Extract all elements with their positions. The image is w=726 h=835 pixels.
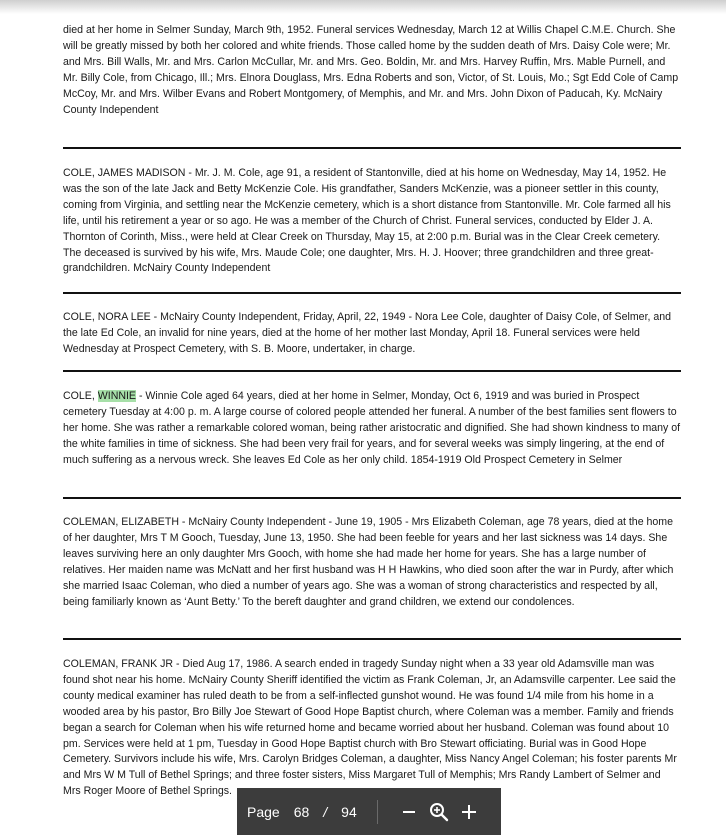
magnifier-icon — [429, 802, 449, 822]
obituary-entry-continued: died at her home in Selmer Sunday, March 9th, 1952. Funeral services Wednesday, March 12 at Willis Chapel C.M.E. Church. She will be greatly missed by both her colored and white friends. Those called home by the sudden death of Mrs. Daisy Cole were; Mr. and Mrs. Bill Walls, Mr. and Mrs. Carlon McCullar, Mr. and Mrs. Geo. Boldin, Mr. and Mrs. Harvey Ruffin, Mrs. Mable Purnell, and Mr. Billy Cole, from Chicago, Ill.; Mrs. Elnora Douglass, Mrs. Edna Roberts and son, Victor, of St. Louis, Mo.; Sgt Edd Cole of Camp McCoy, Mr. and Mrs. Wilber Evans and Robert Montgomery, of Memphis, and Mr. and Mrs. John Dixon of Paducah, Ky. McNairy County Independent — [63, 24, 679, 116]
page-separator: / — [323, 803, 328, 820]
entry-divider — [63, 638, 681, 640]
obituary-entry-coleman-frank-jr: COLEMAN, FRANK JR - Died Aug 17, 1986. A search ended in tragedy Sunday night when a 33 year old Adamsville man was found shot near his home. McNairy County Sheriff identified the victim as Frank Coleman, Jr, an Adamsville carpenter. Lee said the county medical examiner has ruled death to be from a self-inflected gunshot wound. He was found 1/4 mile from his home in a wooded area by his pastor, Bro Billy Joe Stewart of Good Hope Baptist church, where Coleman was a member. Family and friends began a search for Coleman when his wife returned home and became worried about her husband. Coleman was found about 10 pm. Services were held at 1 pm, Tuesday in Good Hope Baptist church with Bro Stewart officiating. Burial was in Good Hope Cemetery. Survivors include his wife, Mrs. Carolyn Bridges Coleman, a daughter, Miss Nancy Angel Coleman; his foster parents Mr and Mrs W M Tull of Bethel Springs; and three foster sisters, Miss Margaret Tull of Memphis; Mrs Randy Lambert of Selmer and Mrs Roger Moore of Bethel Springs. — [63, 658, 677, 798]
obituary-entry-coleman-elizabeth: COLEMAN, ELIZABETH - McNairy County Independent - June 19, 1905 - Mrs Elizabeth Coleman, age 78 years, died at the home of her daughter, Mrs T M Gooch, Tuesday, June 13, 1950. She had been feeble for years and her last sickness was 14 days. She leaves surviving here an only daughter Mrs Gooch, with home she had made her home for years. She has a large number of relatives. Her maiden name was McNatt and her first husband was H H Hawkins, who died soon after the war in Purdy, after which she married Isaac Coleman, who died a number of years ago. She was a woman of strong characteristics and respected by all, being familiarly known as ‘Aunt Betty.’ To the bereft daughter and grand children, we extend our condolences. — [63, 516, 674, 608]
obituary-entry-cole-james-madison: COLE, JAMES MADISON - Mr. J. M. Cole, age 91, a resident of Stantonville, died at his home on Wednesday, May 14, 1952. He was the son of the late Jack and Betty McKenzie Cole. His grandfather, Sanders McKenzie, was a pioneer settler in this county, coming from Virginia, and settling near the McKenzie cemetery, which is a short distance from Stantonville. Mr. Cole farmed all his life, until his retirement a year or so ago. He was a member of the Church of Christ. Funeral services, conducted by Elder J. A. Thornton of Corinth, Miss., were held at Clear Creek on Thursday, May 15, at 2:00 p.m. Burial was in the Clear Creek cemetery. The deceased is survived by his wife, Mrs. Maude Cole; one daughter, Mrs. H. J. Hoover; three grandchildren and three great-grandchildren. McNairy County Independent — [63, 167, 671, 275]
plus-icon — [460, 803, 478, 821]
zoom-in-button[interactable] — [454, 797, 484, 827]
pdf-page-toolbar — [237, 788, 501, 835]
total-pages: 94 — [341, 803, 357, 820]
entry-divider — [63, 147, 681, 149]
entry-divider — [63, 497, 681, 499]
entry-name-prefix: COLE, — [63, 390, 98, 402]
page-label: Page — [247, 803, 280, 820]
zoom-out-button[interactable] — [394, 797, 424, 827]
obituary-entry-cole-nora-lee: COLE, NORA LEE - McNairy County Independent, Friday, April, 22, 1949 - Nora Lee Cole, daughter of Daisy Cole, of Selmer, and the late Ed Cole, an invalid for nine years, died at the home of her mother last Monday, April 18. Funeral services were held Wednesday at Prospect Cemetery, with S. B. Moore, undertaker, in charge. — [63, 311, 672, 355]
entry-body: - Winnie Cole aged 64 years, died at her home in Selmer, Monday, Oct 6, 1919 and was buried in Prospect cemetery Tuesday at 4:00 p. m. A large course of colored people attended her funeral. A number of the best families sent flowers to her home. She was rather a remarkable colored woman, being rather aristocratic and dignified. She had shown kindness to many of the white families in time of sickness. She had been very frail for years, and for several weeks was simply lingering, at the end of much suffering as a nervous wreck. She leaves Ed Cole as her only child. 1854-1919 Old Prospect Cemetery in Selmer — [63, 390, 681, 466]
search-highlight: WINNIE — [97, 390, 137, 402]
zoom-fit-button[interactable] — [424, 797, 454, 827]
entry-divider — [63, 370, 681, 372]
obituary-entry-cole-winnie — [63, 389, 681, 469]
entry-divider — [63, 292, 681, 294]
toolbar-divider — [377, 800, 378, 824]
current-page-number[interactable]: 68 — [293, 803, 310, 820]
minus-icon — [401, 804, 417, 820]
top-shadow — [0, 0, 726, 14]
